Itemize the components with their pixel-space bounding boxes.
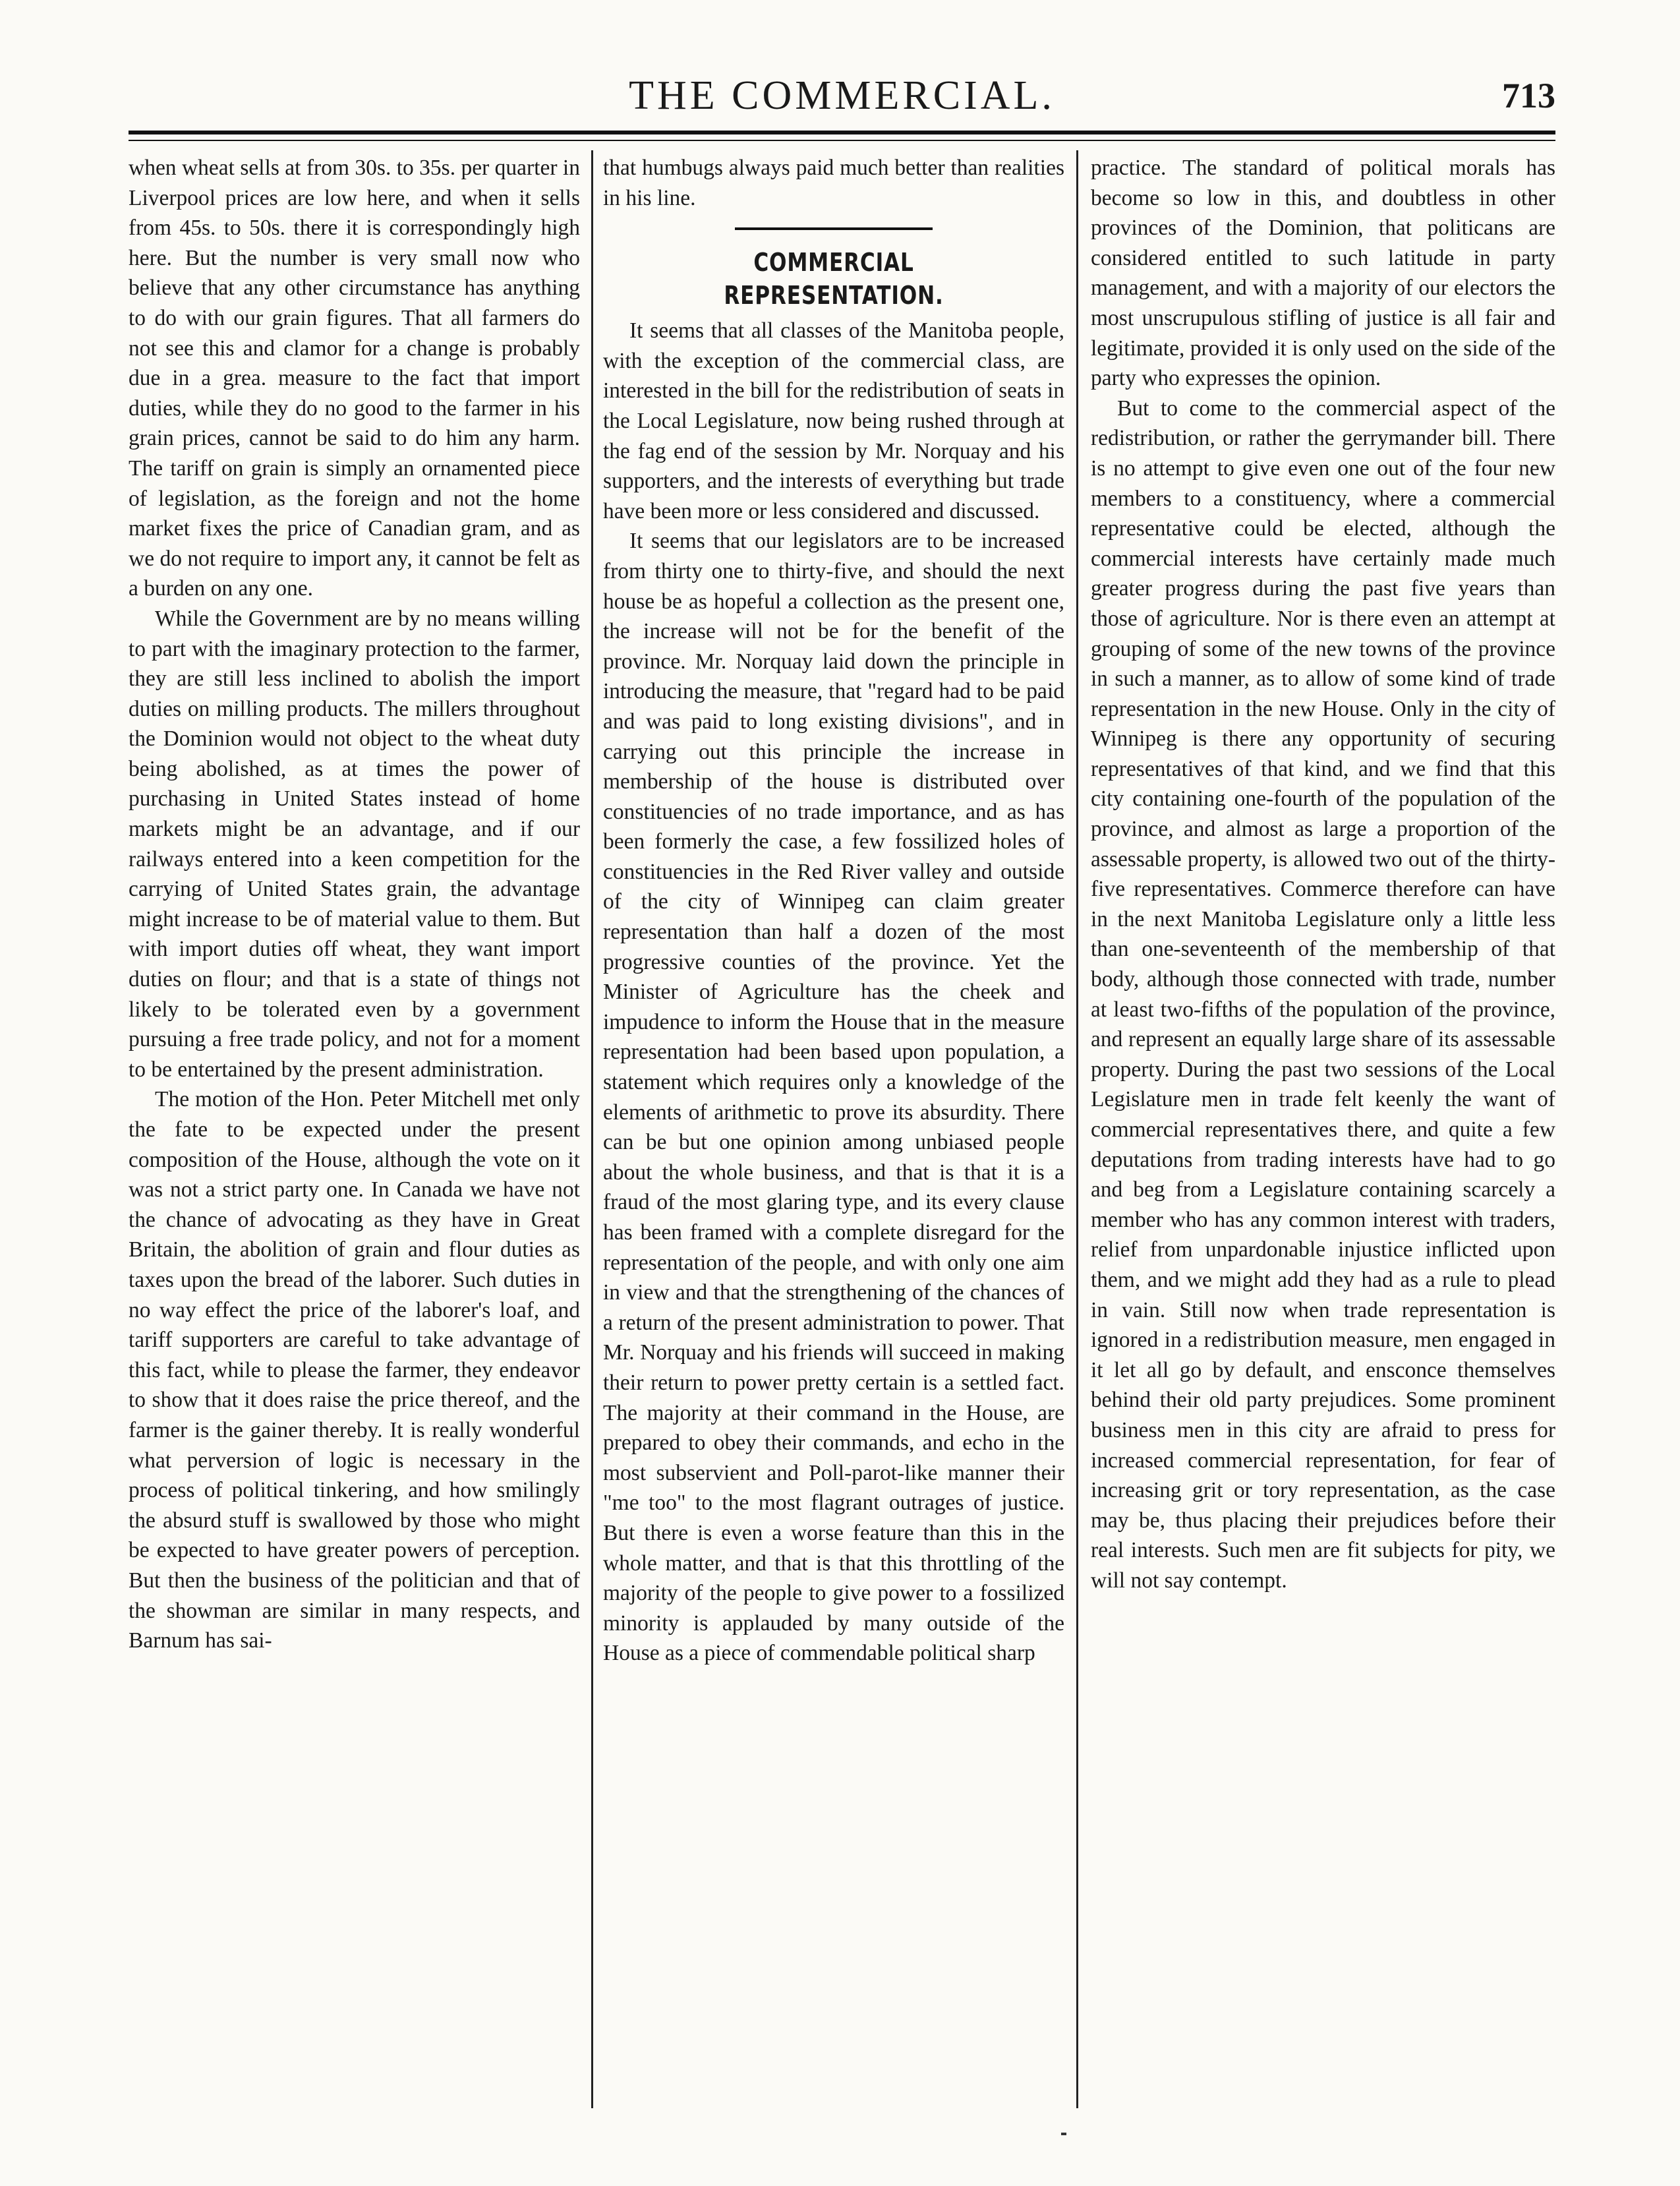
column-3 [1091, 153, 1555, 2144]
column-divider-2 [1076, 150, 1078, 2108]
col1-paragraph-2: While the Government are by no means willing to part with the imaginary protection to the farmer, they are still less inclined to abolish the import duties on milling products. The millers throughout the Dominion would not object to the wheat duty being abolished, as at times the power of purchasing in United States instead of home markets might be an advantage, and if our railways entered into a keen competition for the carrying of United States grain, the advantage might increase to be of material value to them. But with import duties off wheat, they want import duties on flour; and that is a state of things not likely to be tolerated even by a government pursuing a free trade policy, and not for a moment to be entertained by the present administration. [129, 606, 580, 1082]
col1-paragraph-3: The motion of the Hon. Peter Mitchell met only the fate to be expected under the present composition of the House, although the vote on it was not a strict party one. In Canada we have not the chance of advocating as they have in Great Britain, the abolition of grain and flour duties as taxes upon the bread of the laborer. Such duties in no way effect the price of the laborer's loaf, and tariff supporters are careful to take advantage of this fact, while to please the farmer, they endeavor to show that it does raise the price thereof, and the farmer is the gainer thereby. It is really wonderful what perversion of logic is necessary in the process of political tinkering, and how smilingly the absurd stuff is swallowed by those who might be expected to have greater powers of perception. But then the business of the politician and that of the showman are similar in many respects, and Barnum has sai- [129, 1087, 580, 1653]
col2-paragraph-0: that humbugs always paid much better than realities in his line. [603, 156, 1064, 210]
column-2 [603, 153, 1064, 2144]
section-divider [735, 227, 933, 230]
page-header [129, 66, 1555, 125]
col3-paragraph-1: But to come to the commercial aspect of the redistribution, or rather the gerrymander bill. There is no attempt to give even one out of the four new members to a constituency, where a commercial representative could be elected, although the commercial interests have certainly made much greater progress during the past five years than those of agriculture. Nor is there even an attempt at grouping of some of the new towns of the province in such a manner, as to allow of some kind of trade representation in the new House. Only in the city of Winnipeg is there any opportunity of securing representatives of that kind, and we find that this city containing one-fourth of the population of the province, and almost as large a proportion of the assessable property, is allowed two out of the thirty-five representatives. Commerce therefore can have in the next Manitoba Legislature only a little less than one-seventeenth of the membership of that body, although those connected with trade, number at least two-fifths of the population of the province, and represent an equally large share of its assessable property. During the past two sessions of the Local Legislature men in trade felt keenly the want of commercial representatives there, and quite a few deputations from trading interests have had to go and beg from a Legislature containing scarcely a member who has any common interest with traders, relief from unpardonable injustice inflicted upon them, and we might add they had as a rule to plead in vain. Still now when trade representation is ignored in a redistribution measure, men engaged in it let all go by default, and ensconce themselves behind their old party prejudices. Some prominent business men in this city are afraid to press for increased commercial representation, for fear of increasing grit or tory representation, as the case may be, thus placing their prejudices before their real interests. Such men are fit subjects for pity, we will not say contempt. [1091, 396, 1555, 1593]
col2-paragraph-2: It seems that our legislators are to be increased from thirty one to thirty-five, and should the next house be as hopeful a collection as the present one, the increase will not be for the benefit of the province. Mr. Norquay laid down the principle in introducing the measure, that "regard had to be paid and was paid to long existing divisions", and in carrying out this principle the increase in membership of the house is distributed over constituencies of no trade importance, and as has been formerly the case, a few fossilized holes of constituencies in the Red River valley and outside of the city of Winnipeg can claim greater representation than half a dozen of the most progressive counties of the province. Yet the Minister of Agriculture has the cheek and impudence to inform the House that in the measure representation had been based upon population, a statement which requires only a knowledge of the elements of arithmetic to prove its absurdity. There can be but one opinion among unbiased people about the whole business, and that is that it is a fraud of the most glaring type, and its every clause has been framed with a complete disregard for the representation of the people, and with only one aim in view and that the strengthening of the chances of a return of the present administration to power. That Mr. Norquay and his friends will succeed in making their return to power pretty certain is a settled fact. The majority at their command in the House, are prepared to obey their commands, and echo in the most subservient and Poll-parot-like manner their "me too" to the most flagrant outrages of justice. But there is even a worse feature than this in the whole matter, and that is that this throttling of the majority of the people to give power to a fossilized minority is applauded by many outside of the House as a piece of commendable political sharp [603, 529, 1064, 1666]
col2-paragraph-1: It seems that all classes of the Manitoba people, with the exception of the commercial class, are interested in the bill for the redistribution of seats in the Local Legislature, now being rushed through at the fag end of the session by Mr. Norquay and his supporters, and the interests of everything but trade have been more or less considered and discussed. [603, 318, 1064, 523]
col3-paragraph-0: practice. The standard of political morals has become so low in this, and doubtless in other provinces of the Dominion, that politicans are considered entitled to such latitude in party management, and with a majority of our electors the most unscrupulous stifling of justice is all fair and legitimate, provided it is only used on the side of the party who expresses the opinion. [1091, 156, 1555, 391]
article-headline: COMMERCIAL REPRESENTATION. [724, 248, 944, 310]
col1-paragraph-1: when wheat sells at from 30s. to 35s. per quarter in Liverpool prices are low here, and when it sells from 45s. to 50s. there it is correspondingly high here. But the number is very small now who believe that any other circumstance has anything to do with our grain figures. That all farmers do not see this and clamor for a change is probably due in a grea. measure to the fact that import duties, while they do no good to the farmer in his grain prices, cannot be said to do him any harm. The tariff on grain is simply an ornamented piece of legislation, as the foreign and not the home market fixes the price of Canadian gram, and as we do not require to import any, it cannot be felt as a burden on any one. [129, 156, 580, 601]
page-number: 713 [1502, 76, 1555, 115]
header-rule-thin [129, 140, 1555, 141]
masthead-title: THE COMMERCIAL. [629, 73, 1055, 118]
footer-mark [1061, 2133, 1066, 2135]
header-rule-thick [129, 131, 1555, 134]
column-divider-1 [591, 150, 593, 2108]
column-1 [129, 153, 580, 2144]
